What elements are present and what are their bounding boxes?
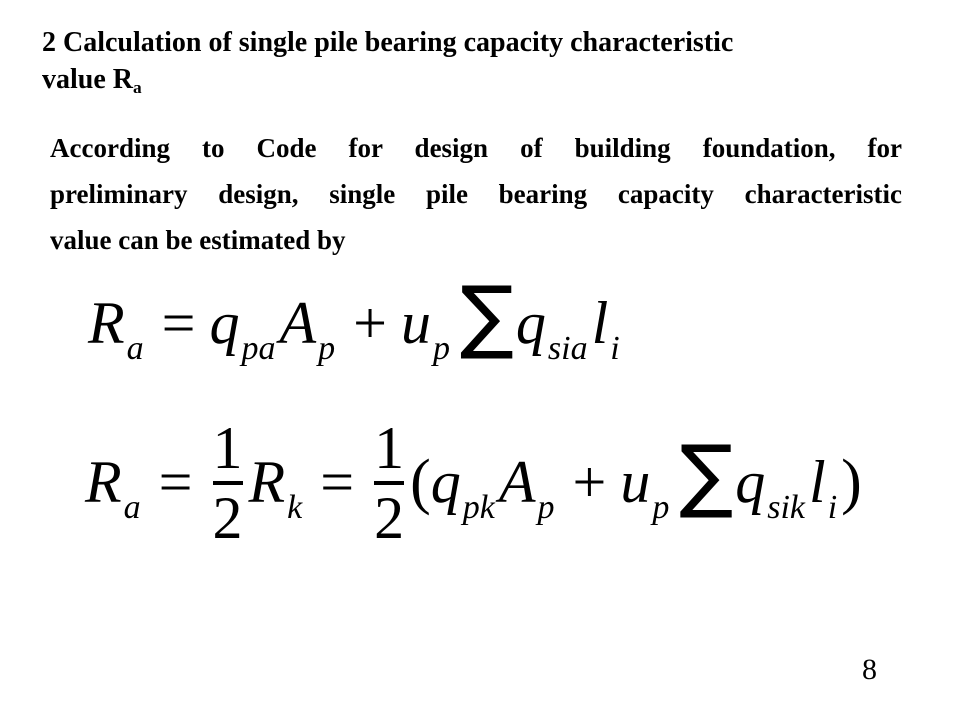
formula2-A: A [498,449,536,515]
formula2-l-sub: i [827,489,838,526]
body-paragraph [50,126,902,264]
formula2-q1: q [430,449,461,515]
formula2-R1: R [85,449,122,515]
formula1-A-sub: p [318,330,336,367]
formula1-R-sub: a [126,330,144,367]
formula2-fraction2-numerator: 1 [374,415,405,481]
formula2-q2: q [735,449,766,515]
formula1-l: l [591,290,609,356]
formula2-plus: + [572,449,607,515]
formula1-q2-sub: sia [547,330,588,367]
formula2-fraction1-numerator: 1 [212,415,243,481]
formula2-equals-2: = [320,449,355,515]
title-line2 [42,62,902,100]
formula2-right-paren: ) [841,448,862,516]
body-line-2: preliminary design, single pile bearing capacity characteristic [50,178,902,209]
formula2-fraction-1 [212,415,243,551]
formula2-fraction2-denominator: 2 [374,485,405,551]
formula2-R1-sub: a [123,489,141,526]
formula1-equals: = [161,290,196,356]
body-line-3: value can be estimated by [50,224,346,255]
formula1-q1-sub: pa [241,330,276,367]
slide-title [42,25,902,100]
title-line2-text: value R [42,63,133,95]
formula2-fraction-2 [374,415,405,551]
formula2-equals-1: = [158,449,193,515]
formula1-plus: + [353,290,387,356]
formula1-u: u [401,290,431,356]
formula2-q2-sub: sik [767,489,806,526]
body-line-1: According to Code for design of building foundation, for [50,133,902,163]
formula1-l-sub: i [610,330,620,367]
formula2-R2: R [248,449,286,515]
formula1-q1: q [209,290,240,356]
formula1-u-sub: p [433,330,450,367]
formula2-R2-sub: k [287,489,303,526]
formula2-l: l [809,449,826,515]
formula2-fraction1-denominator: 2 [212,485,243,551]
formula2-left-paren: ( [410,448,431,516]
formula2-A-sub: p [537,489,555,526]
title-line2-subscript: a [133,77,142,97]
formula-ra-estimate: R a = q pa A p + u p ∑ q sia l i [88,269,620,367]
formula2-q1-sub: pk [462,489,495,526]
formula1-q2: q [515,290,546,356]
page-number: 8 [862,653,877,686]
formula-ra-half-rk: R a = $\frac{1}{2}$ R k = $\frac{1}{2}$ ( q pk A p + u p ∑ q sik l i ) [85,415,862,551]
formula2-u: u [620,449,651,515]
formula2-u-sub: p [652,489,670,526]
formula1-R: R [88,290,125,356]
title-line1: 2 Calculation of single pile bearing capacity characteristic [42,27,734,58]
formula1-A: A [279,290,317,356]
